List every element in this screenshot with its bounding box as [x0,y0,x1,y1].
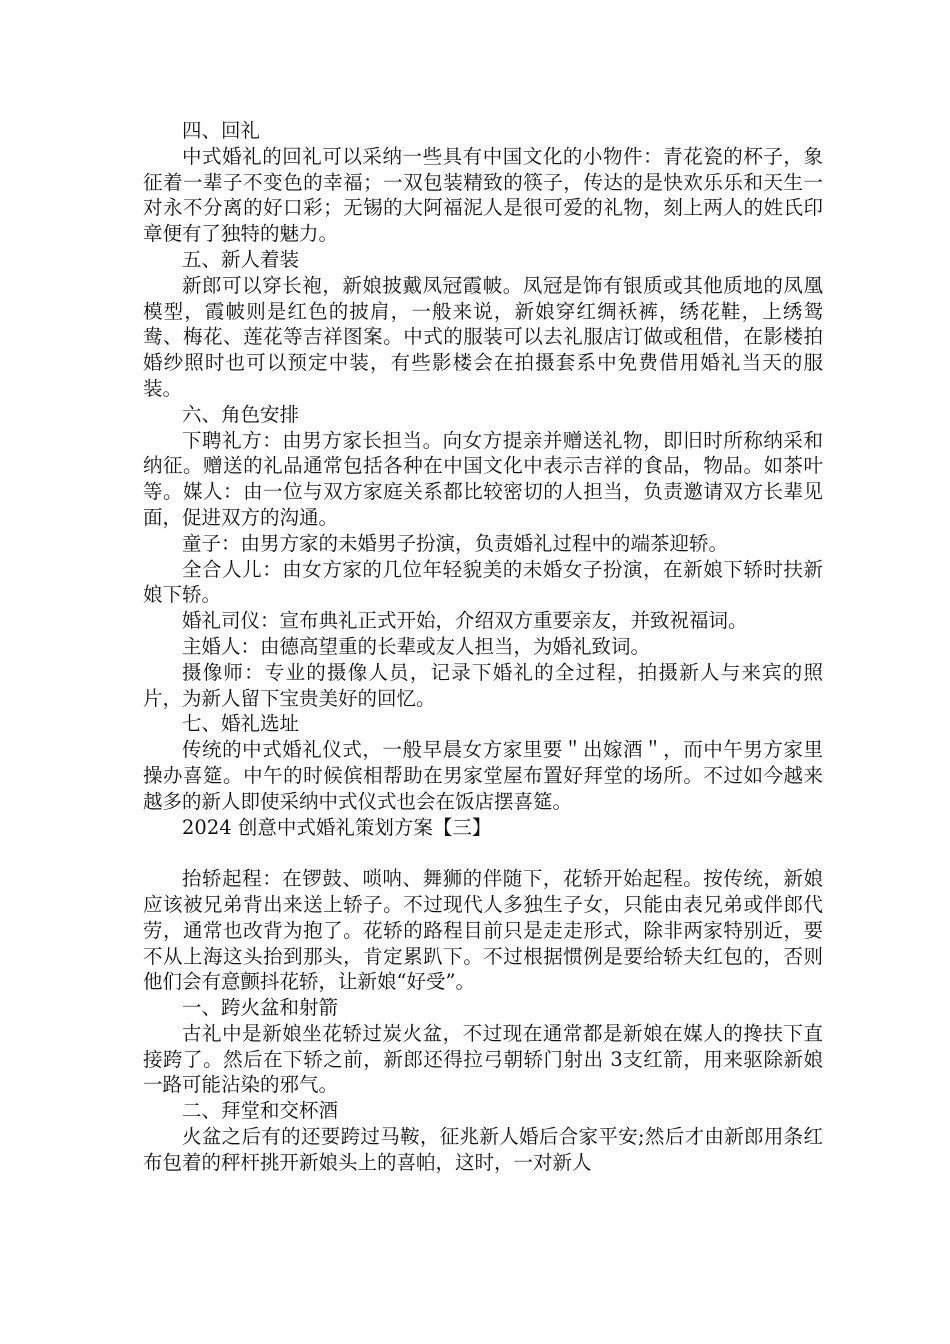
paragraph-sedan-departure: 抬轿起程：在锣鼓、唢呐、舞狮的伴随下，花轿开始起程。按传统，新娘应该被兄弟背出来送上轿子。不过现代人多独生子女，只能由表兄弟或伴郎代劳，通常也改背为抱了。花轿的路程目前只是走走形式，除非两家特别近，要不从上海这头抬到那头，肯定累趴下。不过根据惯例是要给轿夫红包的，否则他们会有意颤抖花轿，让新娘“好受”。 [143,867,823,994]
paragraph-roles-officiant: 主婚人：由德高望重的长辈或友人担当，为婚礼致词。 [182,634,651,658]
paragraph-fire-basin: 古礼中是新娘坐花轿过炭火盆，不过现在通常都是新娘在媒人的搀扶下直接跨了。然后在下轿之前，新郎还得拉弓朝轿门射出 3支红箭，用来驱除新娘一路可能沾染的邪气。 [143,1021,823,1097]
section-heading-fire-basin: 一、跨火盆和射箭 [182,996,339,1020]
paragraph-roles-page-boy: 童子：由男方家的未婚男子扮演，负责婚礼过程中的端茶迎轿。 [182,531,729,555]
section-heading-venue: 七、婚礼选址 [182,712,300,736]
paragraph-attire: 新郎可以穿长袍，新娘披戴凤冠霞帔。凤冠是饰有银质或其他质地的凤凰模型，霞帔则是红色的披肩，一般来说，新娘穿红绸袄裤，绣花鞋，上绣鸳鸯、梅花、莲花等吉祥图案。中式的服装可以去礼服店订做或租借，在影楼拍婚纱照时也可以预定中装，有些影楼会在拍摄套系中免费借用婚礼当天的服装。 [143,273,823,400]
section-heading-ceremony: 二、拜堂和交杯酒 [182,1099,339,1123]
paragraph-roles-betrothal: 下聘礼方：由男方家长担当。向女方提亲并赠送礼物，即旧时所称纳采和纳征。赠送的礼品通常包括各种在中国文化中表示吉祥的食品，物品。如茶叶等。媒人：由一位与双方家庭关系都比较密切的人担当，负责邀请双方长辈见面，促进双方的沟通。 [143,428,823,529]
paragraph-return-gifts: 中式婚礼的回礼可以采纳一些具有中国文化的小物件：青花瓷的杯子，象征着一辈子不变色的幸福；一双包装精致的筷子，传达的是快欢乐乐和天生一对永不分离的好口彩；无锡的大阿福泥人是很可爱的礼物，刻上两人的姓氏印章便有了独特的魅力。 [143,144,823,246]
document-body [143,118,823,1176]
section-heading-attire: 五、新人着装 [182,247,300,271]
section-heading-return-gifts: 四、回礼 [182,119,261,142]
paragraph-roles-emcee: 婚礼司仪：宣布典礼正式开始，介绍双方重要亲友，并致祝福词。 [182,609,748,633]
paragraph-roles-bridesmaids: 全合人儿：由女方家的几位年轻貌美的未婚女子扮演，在新娘下轿时扶新娘下轿。 [143,557,823,607]
plan-three-title: 2024 创意中式婚礼策划方案【三】 [182,815,492,839]
paragraph-roles-videographer: 摄像师：专业的摄像人员，记录下婚礼的全过程，拍摄新人与来宾的照片，为新人留下宝贵美好的回忆。 [143,660,823,710]
section-heading-roles: 六、角色安排 [182,402,300,426]
paragraph-ceremony: 火盆之后有的还要跨过马鞍，征兆新人婚后合家平安;然后才由新郎用条红布包着的秤杆挑开新娘头上的喜帕，这时，一对新人 [143,1125,823,1174]
paragraph-venue: 传统的中式婚礼仪式，一般早晨女方家里要＂出嫁酒＂，而中午男方家里操办喜筵。中午的时候傧相帮助在男家堂屋布置好拜堂的场所。不过如今越来越多的新人即使采纳中式仪式也会在饭店摆喜筵。 [143,738,823,813]
blank-line [143,840,823,866]
